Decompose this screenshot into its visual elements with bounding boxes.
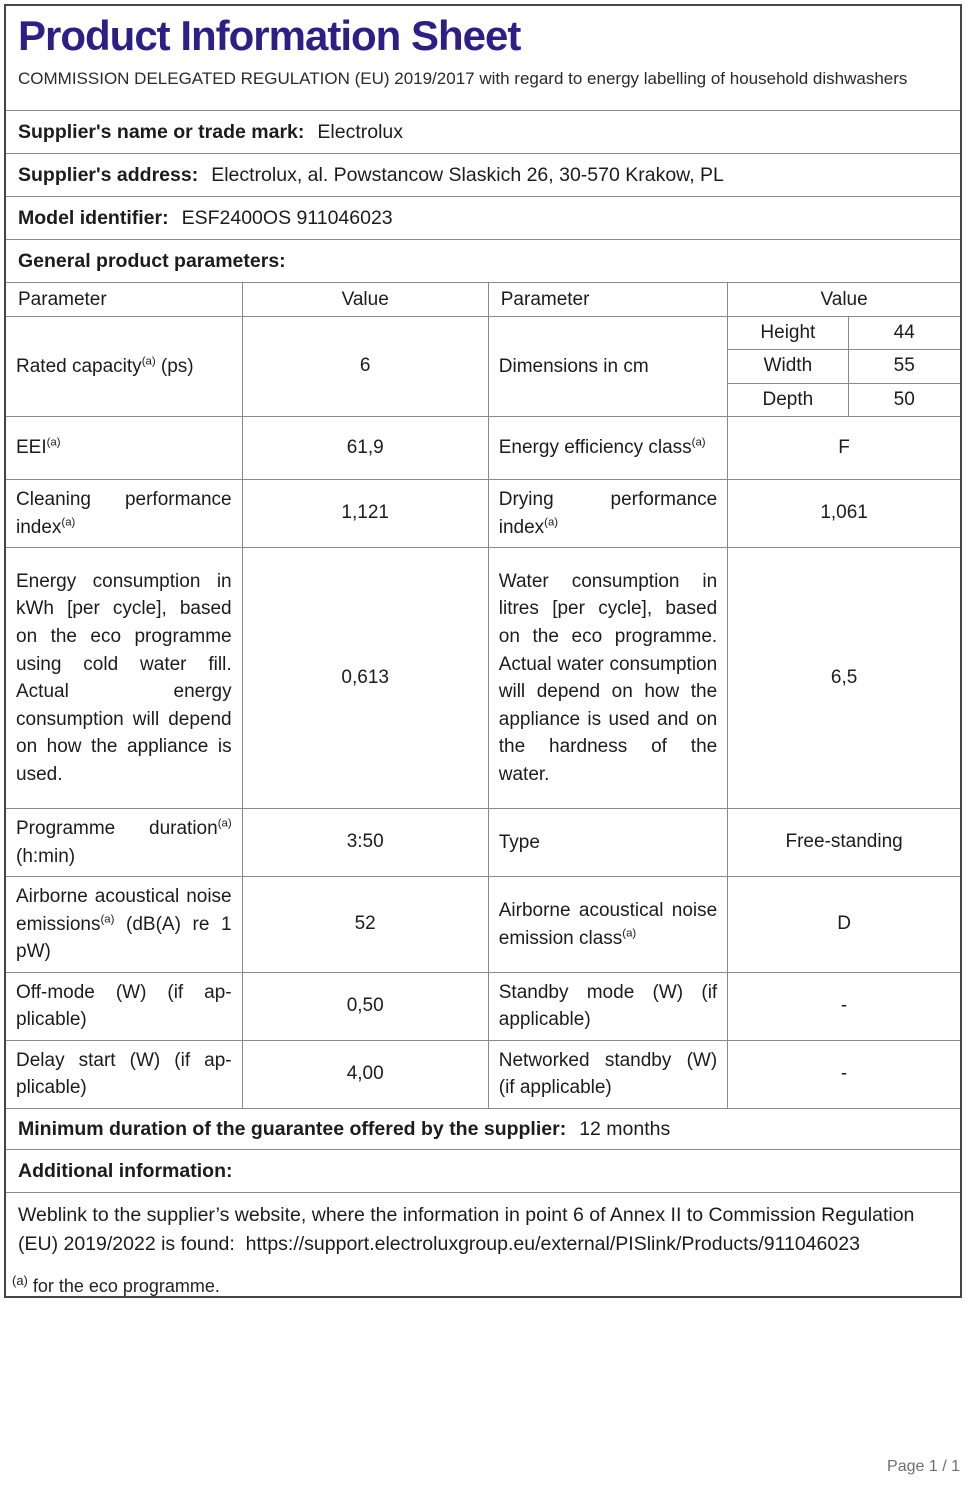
supplier-name-row	[6, 111, 960, 154]
footnote-ref-icon: (a)	[691, 436, 706, 449]
value-drying-index: 1,061	[727, 480, 960, 547]
table-row-off-mode	[6, 973, 960, 1041]
table-header-row	[6, 283, 960, 317]
guarantee-row	[6, 1109, 960, 1150]
param-standby-mode: Standby mode (W) (if applicable)	[488, 973, 727, 1040]
additional-information-label: Additional information:	[18, 1159, 233, 1182]
weblink-paragraph: Weblink to the supplier’s website, where the information in point 6 of Annex II to Commission Regulation (EU) 2019/2022 is found: https://support.electroluxgroup.eu/external/PISlink/Products/911046023	[18, 1204, 915, 1256]
value-cleaning-index: 1,121	[242, 480, 488, 547]
dimension-height-row	[728, 317, 960, 349]
footnote-marker: (a)	[12, 1273, 28, 1288]
dimension-height-value: 44	[848, 317, 960, 349]
dimensions-subtable	[727, 317, 960, 416]
value-noise-class: D	[727, 877, 960, 972]
value-networked-standby: -	[727, 1041, 960, 1108]
table-row-consumption	[6, 548, 960, 809]
dimension-depth-row	[728, 383, 960, 416]
page-number: Page 1 / 1	[887, 1458, 960, 1475]
value-rated-capacity: 6	[242, 317, 488, 416]
param-cleaning-index: Cleaning performance index$^{(a)}$	[16, 489, 232, 538]
column-header-value-left: Value	[242, 283, 488, 316]
footnote-ref-icon: (a)	[622, 927, 637, 940]
footnote-ref-icon: (a)	[61, 516, 76, 529]
additional-information-row	[6, 1150, 960, 1193]
dimension-height-label: Height	[760, 322, 816, 344]
column-header-value-right: Value	[727, 283, 960, 316]
param-eei: EEI$^{(a)}$	[16, 436, 61, 459]
value-programme-duration: 3:50	[242, 809, 488, 876]
param-noise-emissions: Airborne acoustical noise emissions$^{(a)}$ (dB(A) re 1 pW)	[16, 886, 232, 963]
model-identifier-label: Model identifier:	[18, 206, 169, 229]
supplier-name-label: Supplier's name or trade mark:	[18, 120, 305, 143]
table-row-programme-duration	[6, 809, 960, 877]
supplier-address-label: Supplier's address:	[18, 163, 199, 186]
table-row-delay-start	[6, 1041, 960, 1109]
param-rated-capacity: Rated capacity$^{(a)}$ (ps)	[16, 355, 194, 377]
dimension-width-label: Width	[763, 355, 813, 377]
page-title: Product Information Sheet	[18, 12, 521, 59]
value-type: Free-standing	[727, 809, 960, 876]
dimension-width-row	[728, 349, 960, 382]
value-energy-consumption: 0,613	[242, 548, 488, 808]
product-information-sheet	[4, 4, 962, 1298]
param-energy-efficiency-class: Energy efficiency class$^{(a)}$	[488, 417, 727, 479]
table-row-performance-index	[6, 480, 960, 548]
table-row-eei	[6, 417, 960, 480]
page-subtitle: COMMISSION DELEGATED REGULATION (EU) 2019/2017 with regard to energy labelling of household dishwashers	[18, 69, 908, 89]
dimension-depth-label: Depth	[762, 388, 814, 410]
footnote-ref-icon: (a)	[100, 913, 115, 926]
value-off-mode: 0,50	[242, 973, 488, 1040]
param-water-consumption: Water consumption in litres [per cycle], based on the eco programme. Actual water consumption will depend on how the appliance is used and on the hardness of the water.	[488, 548, 727, 808]
general-parameters-heading-row	[6, 240, 960, 283]
guarantee-label: Minimum duration of the guarantee offered by the supplier:	[18, 1117, 567, 1140]
model-identifier-row	[6, 197, 960, 240]
footnote-ref-icon: (a)	[46, 436, 61, 449]
column-header-parameter-right: Parameter	[488, 283, 727, 316]
footnote-ref-icon: (a)	[544, 516, 559, 529]
model-identifier-value: ESF2400OS 911046023	[181, 206, 393, 229]
footnote-eco-programme: $^{(a)}$ for the eco programme.	[12, 1273, 220, 1296]
param-type: Type	[488, 809, 727, 876]
general-parameters-label: General product parameters:	[18, 249, 286, 272]
value-water-consumption: 6,5	[727, 548, 960, 808]
param-delay-start: Delay start (W) (if applicable)	[16, 1049, 232, 1099]
title-block	[6, 6, 960, 111]
value-delay-start: 4,00	[242, 1041, 488, 1108]
param-dimensions: Dimensions in cm	[488, 317, 727, 416]
value-eei: 61,9	[242, 417, 488, 479]
supplier-name-value: Electrolux	[317, 120, 404, 143]
table-row-noise	[6, 877, 960, 973]
dimension-width-value: 55	[848, 350, 960, 382]
param-noise-class: Airborne acoustical noise emission class$^{(a)}$	[488, 877, 727, 972]
value-energy-efficiency-class: F	[727, 417, 960, 479]
dimension-depth-value: 50	[848, 384, 960, 416]
param-energy-consumption: Energy consumption in kWh [per cycle], based on the eco programme using cold water fill. Actual energy consumption will depend on how the appliance is used.	[16, 570, 232, 785]
value-noise-emissions: 52	[242, 877, 488, 972]
guarantee-value: 12 months	[579, 1117, 671, 1140]
column-header-parameter-left: Parameter	[18, 288, 107, 310]
footnote-ref-icon: (a)	[141, 355, 156, 368]
param-off-mode: Off-mode (W) (if applicable)	[16, 981, 232, 1031]
param-programme-duration: Programme duration$^{(a)}$ (h:min)	[16, 817, 232, 867]
param-drying-index: Drying performance index$^{(a)}$	[488, 480, 727, 547]
param-networked-standby: Networked standby (W) (if applicable)	[488, 1041, 727, 1108]
supplier-address-row	[6, 154, 960, 197]
supplier-weblink[interactable]: https://support.electroluxgroup.eu/external/PISlink/Products/911046023	[245, 1233, 860, 1256]
footnote-ref-icon: (a)	[217, 817, 232, 830]
supplier-address-value: Electrolux, al. Powstancow Slaskich 26, 30-570 Krakow, PL	[211, 163, 724, 186]
value-standby-mode: -	[727, 973, 960, 1040]
table-row-rated-capacity	[6, 317, 960, 417]
